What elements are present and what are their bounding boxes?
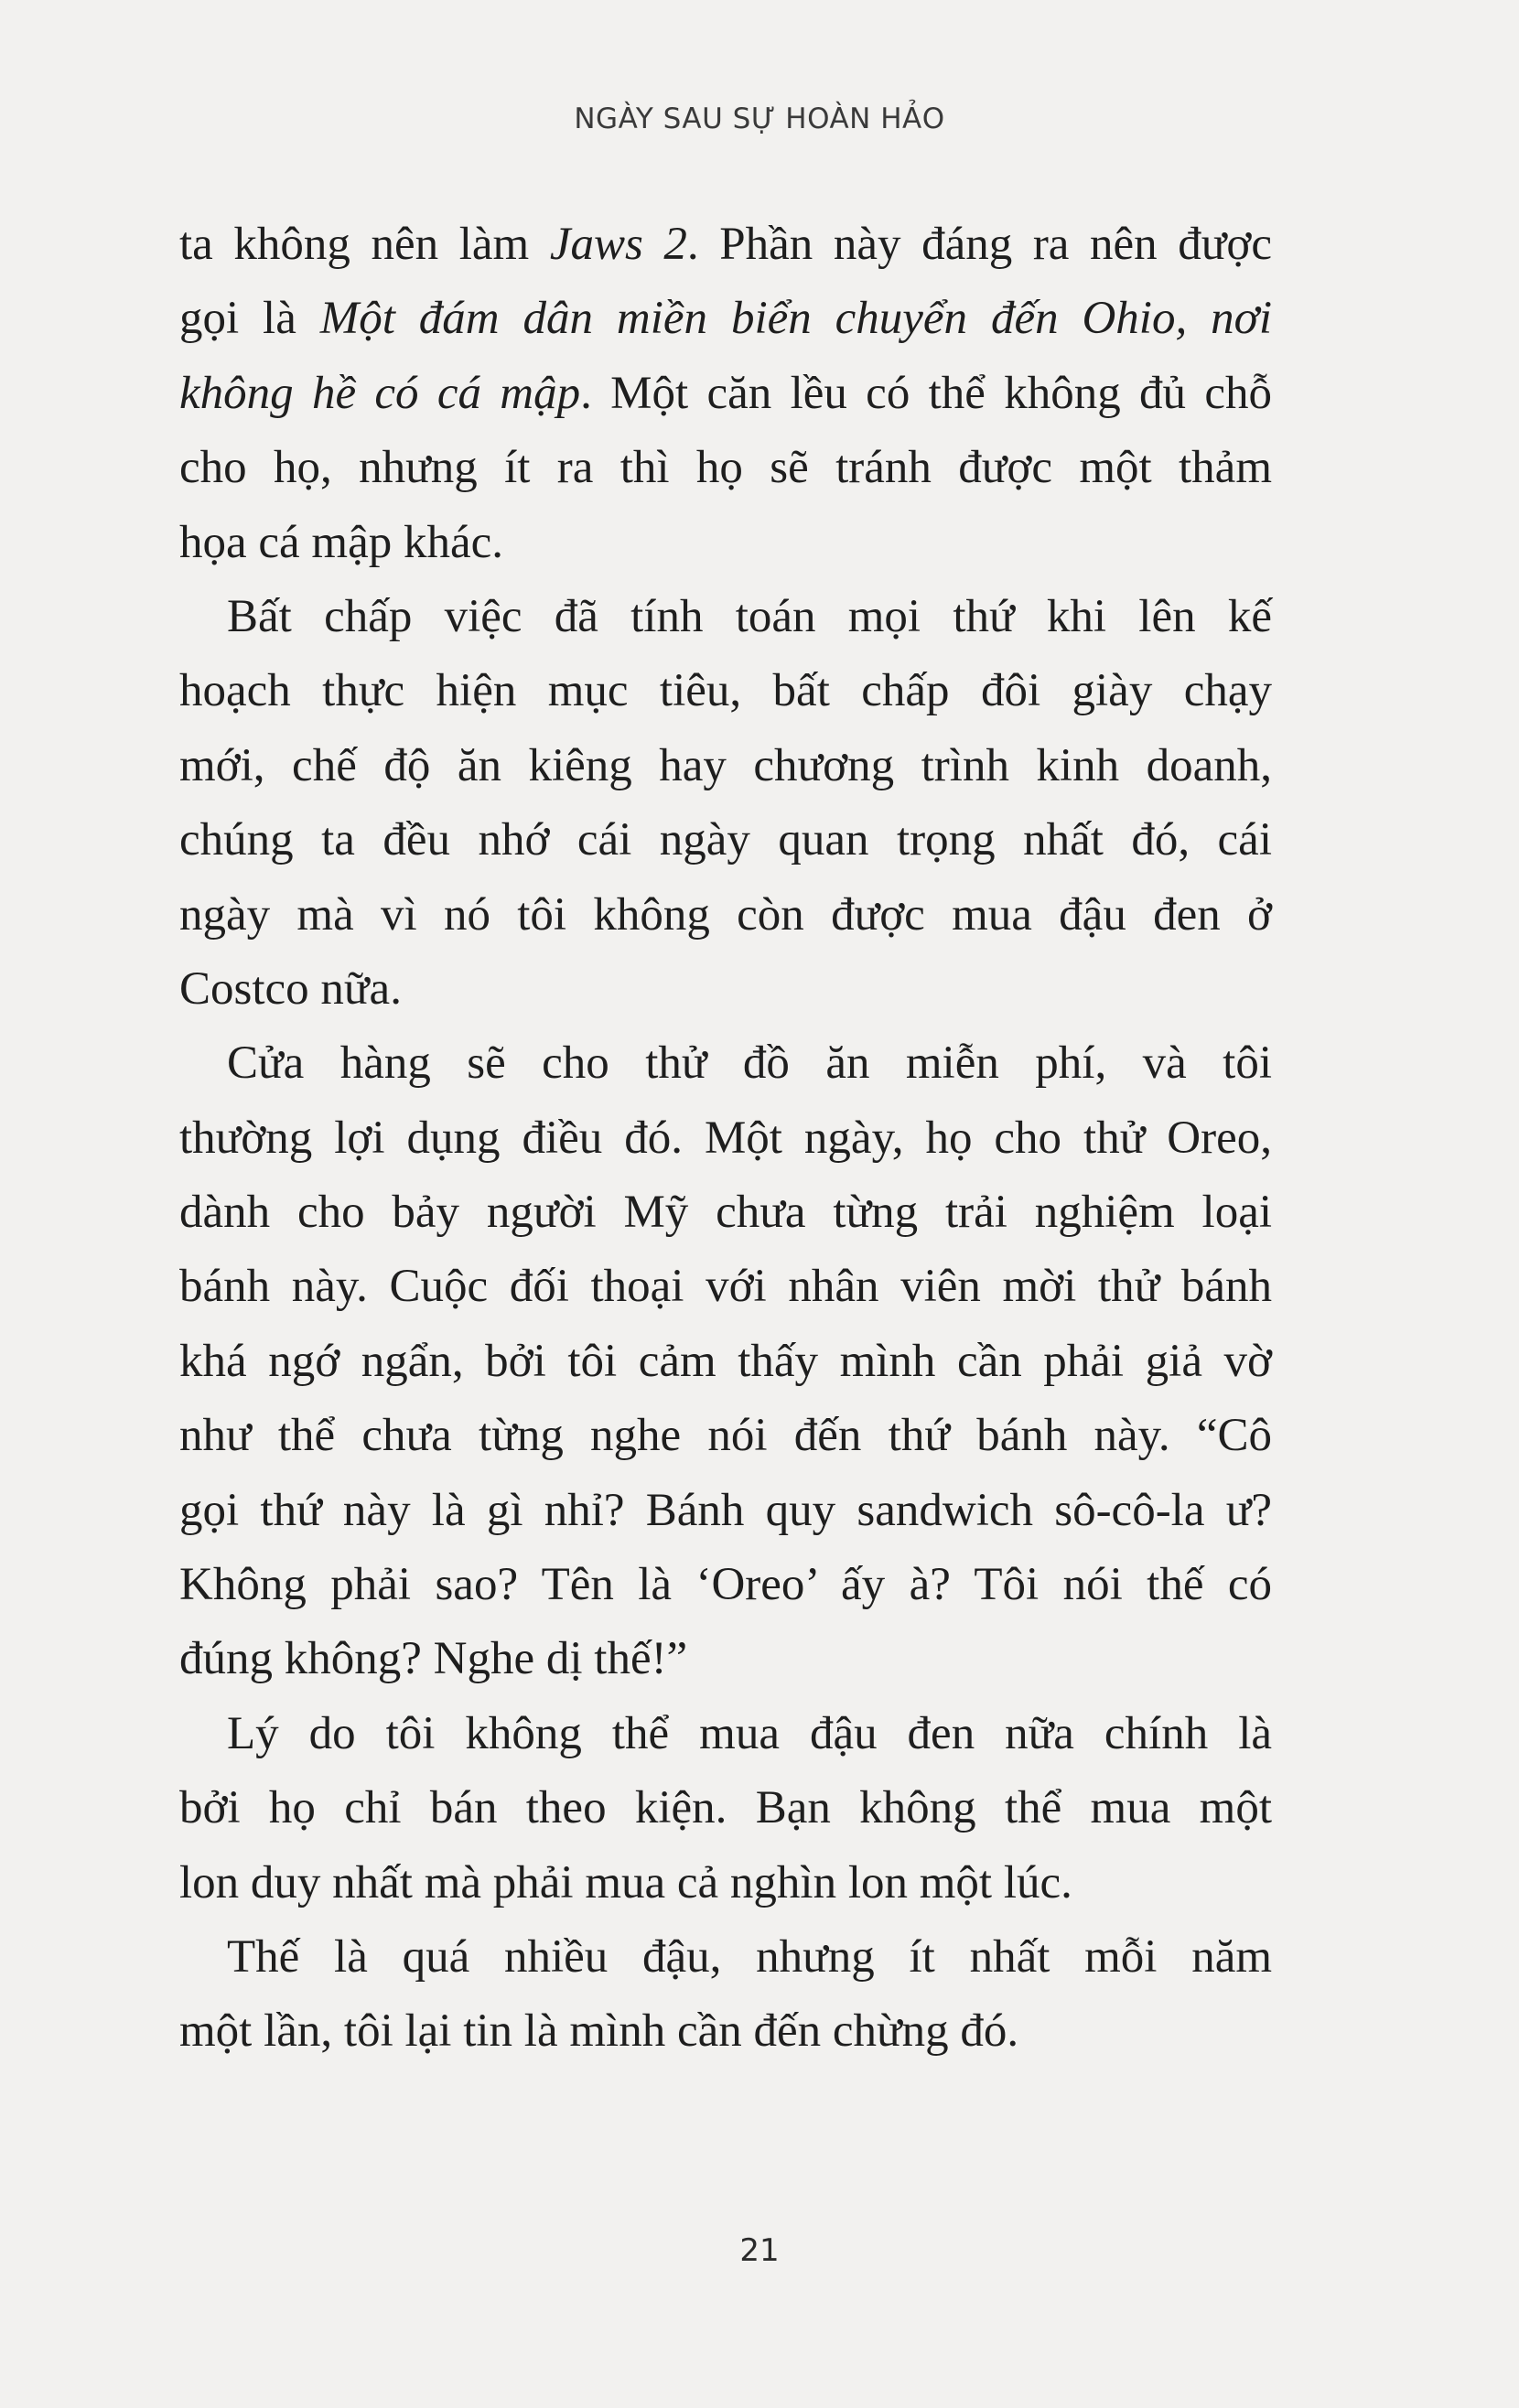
italic-title-text: Một đám dân miền biển chuyển đến Ohio, nơi — [319, 293, 1272, 345]
text-segment: một lần, tôi lại tin là mình cần đến chừng đó. — [179, 2005, 1019, 2058]
page-number: 21 — [739, 2232, 780, 2269]
text-line — [179, 1176, 1272, 1250]
italic-title-text: không hề có cá mập — [179, 367, 581, 419]
text-segment: Costco nữa. — [179, 962, 402, 1015]
text-segment: Không phải sao? Tên là ‘Oreo’ ấy à? Tôi nói thế có — [179, 1559, 1272, 1611]
text-line — [179, 1399, 1272, 1473]
text-segment: chúng ta đều nhớ cái ngày quan trọng nhất đó, cái — [179, 814, 1272, 866]
text-segment: như thể chưa từng nghe nói đến thứ bánh này. “Cô — [179, 1410, 1272, 1462]
text-line — [179, 1548, 1272, 1622]
text-line — [179, 1920, 1272, 1994]
paragraph — [179, 580, 1272, 1027]
text-segment: ngày mà vì nó tôi không còn được mua đậu đen ở — [179, 888, 1272, 941]
text-segment: bánh này. Cuộc đối thoại với nhân viên mời thử bánh — [179, 1261, 1272, 1313]
text-line — [179, 729, 1272, 803]
paragraph — [179, 1027, 1272, 1697]
text-line — [179, 431, 1272, 505]
paragraph — [179, 208, 1272, 580]
italic-title-text: Jaws 2 — [549, 219, 687, 270]
text-line — [179, 1697, 1272, 1771]
text-line — [179, 1027, 1272, 1101]
text-segment: khá ngớ ngẩn, bởi tôi cảm thấy mình cần phải giả vờ — [179, 1335, 1272, 1387]
text-segment: . Phần này đáng ra nên được — [686, 219, 1273, 270]
text-segment: Cửa hàng sẽ cho thử đồ ăn miễn phí, và tôi — [227, 1037, 1272, 1090]
text-line — [179, 803, 1272, 877]
text-line — [179, 1846, 1272, 1920]
text-line — [179, 1325, 1272, 1399]
text-line — [179, 1474, 1272, 1548]
text-segment: Bất chấp việc đã tính toán mọi thứ khi lên kế — [227, 590, 1272, 642]
text-line — [179, 282, 1272, 356]
text-line — [179, 878, 1272, 952]
text-segment: ta không nên làm — [179, 219, 550, 270]
paragraph — [179, 1920, 1272, 2069]
text-line — [179, 654, 1272, 728]
text-line — [179, 952, 1272, 1027]
text-segment: lon duy nhất mà phải mua cả nghìn lon một lúc. — [179, 1856, 1072, 1908]
text-segment: họa cá mập khác. — [179, 516, 503, 568]
text-segment: Thế là quá nhiều đậu, nhưng ít nhất mỗi năm — [227, 1930, 1272, 1983]
text-line — [179, 1102, 1272, 1176]
text-line — [179, 357, 1272, 431]
text-segment: thường lợi dụng điều đó. Một ngày, họ cho thử Oreo, — [179, 1112, 1272, 1164]
text-line — [179, 1771, 1272, 1845]
paragraph — [179, 1697, 1272, 1920]
text-segment: gọi thứ này là gì nhỉ? Bánh quy sandwich sô-cô-la ư? — [179, 1484, 1272, 1536]
text-segment: dành cho bảy người Mỹ chưa từng trải nghiệm loại — [179, 1187, 1272, 1239]
text-segment: mới, chế độ ăn kiêng hay chương trình kinh doanh, — [179, 739, 1272, 791]
text-segment: . Một căn lều có thể không đủ chỗ — [580, 367, 1272, 419]
text-line — [179, 1622, 1272, 1696]
text-segment: Lý do tôi không thể mua đậu đen nữa chính là — [227, 1707, 1272, 1759]
text-line — [179, 1250, 1272, 1324]
text-line — [179, 208, 1272, 282]
text-segment: đúng không? Nghe dị thế!” — [179, 1633, 688, 1685]
text-segment: cho họ, nhưng ít ra thì họ sẽ tránh được một thảm — [179, 442, 1272, 494]
text-segment: hoạch thực hiện mục tiêu, bất chấp đôi giày chạy — [179, 665, 1272, 717]
text-line — [179, 506, 1272, 580]
text-segment: bởi họ chỉ bán theo kiện. Bạn không thể mua một — [179, 1782, 1272, 1834]
text-line — [179, 580, 1272, 654]
text-line — [179, 1994, 1272, 2069]
body-text — [179, 208, 1272, 2069]
running-header: NGÀY SAU SỰ HOÀN HẢO — [574, 102, 945, 135]
text-segment: gọi là — [179, 293, 320, 345]
